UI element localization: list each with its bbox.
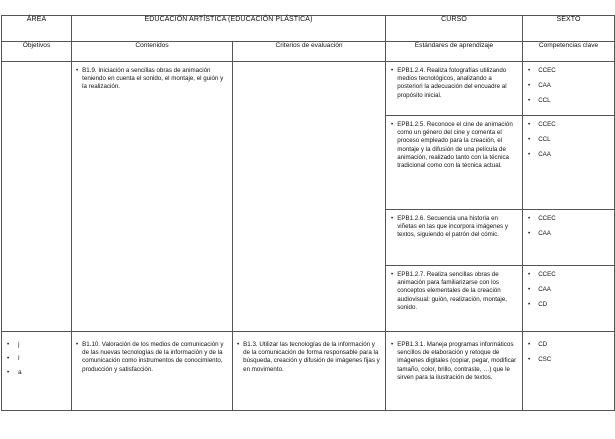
course-value: SEXTO — [523, 16, 615, 42]
list-item — [528, 67, 612, 75]
bullet-icon: • — [237, 341, 240, 348]
competence-code: CD — [538, 341, 548, 348]
bullet-icon: • — [391, 341, 394, 348]
list-item — [528, 82, 612, 90]
objectives-cell — [2, 332, 72, 411]
list-item — [528, 215, 612, 223]
bullet-icon: • — [391, 271, 394, 278]
competence-code: CD — [538, 301, 548, 309]
bullet-icon: • — [7, 355, 10, 363]
table-row — [2, 62, 615, 116]
standard-text: EPB1.2.4. Realiza fotografías utilizando medios tecnológicos, analizando a posteriori la adecuación del encuadre al propósito inicial. — [397, 67, 507, 99]
competence-code: CCL — [538, 97, 551, 105]
competence-code: CAA — [538, 151, 551, 159]
standard-cell — [386, 62, 523, 116]
bullet-icon: • — [528, 121, 531, 128]
list-item — [528, 121, 612, 129]
contents-heading: Contenidos — [72, 42, 233, 62]
list-item — [7, 369, 69, 377]
contents-cell — [72, 332, 233, 411]
competences-cell — [523, 210, 615, 266]
criteria-heading: Criterios de evaluación — [233, 42, 386, 62]
standard-text: EPB1.2.5. Reconoce el cine de animación como un género del cine y comenta el proceso empleado para la creación, el montaje y la difusión de una película de animación, realizado tanto con la técnica tradicional como con la técnica actual. — [397, 121, 513, 170]
bullet-icon: • — [7, 369, 10, 377]
objective-code: a — [18, 369, 22, 377]
content-text: B1.9. Iniciación a sencillas obras de animación teniendo en cuenta el sonido, el montaje, el guión y la realización. — [82, 67, 224, 91]
standard-text: EPB1.3.1. Maneja programas informáticos sencillos de elaboración y retoque de imágenes digitales (copiar, pegar, modificar tamaño, color, brillo, contraste, …) que le sirven para la ilustración de textos. — [397, 341, 517, 381]
objectives-heading: Objetivos — [2, 42, 72, 62]
header-row — [2, 16, 615, 42]
bullet-icon: • — [7, 341, 10, 348]
list-item — [528, 97, 612, 105]
contents-cell — [72, 62, 233, 332]
bullet-icon: • — [528, 82, 531, 90]
standards-heading: Estándares de aprendizaje — [386, 42, 523, 62]
competence-code: CCL — [538, 136, 551, 144]
bullet-icon: • — [528, 215, 531, 222]
competences-cell — [523, 266, 615, 332]
competences-heading: Competencias clave — [523, 42, 615, 62]
competences-cell — [523, 62, 615, 116]
competence-code: CCEC — [538, 271, 556, 278]
bullet-icon: • — [391, 67, 394, 74]
table-row — [2, 332, 615, 411]
criteria-cell — [233, 332, 386, 411]
list-item — [528, 301, 612, 309]
competence-code: CCEC — [538, 215, 556, 222]
bullet-icon: • — [391, 215, 394, 222]
list-item — [7, 355, 69, 363]
objective-code: l — [18, 355, 20, 363]
bullet-icon: • — [528, 97, 531, 105]
standard-text: EPB1.2.6. Secuencia una historia en viñetas en las que incorpora imágenes y textos, siguiendo el patrón del cómic. — [397, 215, 508, 239]
standard-cell — [386, 332, 523, 411]
competence-code: CAA — [538, 286, 551, 294]
list-item — [528, 286, 612, 294]
subject-title: EDUCACIÓN ARTÍSTICA (EDUCACIÓN PLÁSTICA) — [72, 16, 386, 42]
area-label: ÁREA — [2, 16, 72, 42]
list-item — [528, 356, 612, 364]
subheader-row — [2, 42, 615, 62]
bullet-icon: • — [528, 67, 531, 74]
bullet-icon: • — [76, 67, 79, 74]
standard-cell — [386, 116, 523, 210]
list-item — [528, 230, 612, 238]
bullet-icon: • — [528, 230, 531, 238]
bullet-icon: • — [528, 136, 531, 144]
competence-code: CCEC — [538, 121, 556, 128]
list-item — [528, 136, 612, 144]
bullet-icon: • — [391, 121, 394, 128]
list-item — [528, 151, 612, 159]
competence-code: CAA — [538, 82, 551, 90]
competence-code: CCEC — [538, 67, 556, 74]
standard-cell — [386, 210, 523, 266]
criterion-text: B1.3. Utilizar las tecnologías de la información y de la comunicación de forma responsable para la búsqueda, creación y difusión de imágenes fijas y en movimento. — [243, 341, 380, 373]
standard-cell — [386, 266, 523, 332]
curriculum-table — [1, 15, 615, 411]
bullet-icon: • — [528, 286, 531, 294]
standard-text: EPB1.2.7. Realiza sencillas obras de animación para familiarizarse con los conceptos elementales de la creación audiovisual: guión, realización, montaje, sonido. — [397, 271, 507, 311]
list-item — [528, 341, 612, 349]
bullet-icon: • — [528, 151, 531, 159]
bullet-icon: • — [528, 341, 531, 348]
course-label: CURSO — [386, 16, 523, 42]
list-item — [528, 271, 612, 279]
objectives-cell — [2, 62, 72, 332]
competence-code: CAA — [538, 230, 551, 238]
competences-cell — [523, 116, 615, 210]
competence-code: CSC — [538, 356, 552, 364]
bullet-icon: • — [528, 356, 531, 364]
competences-cell — [523, 332, 615, 411]
objective-code: j — [18, 341, 20, 348]
bullet-icon: • — [528, 271, 531, 278]
list-item — [7, 341, 69, 349]
bullet-icon: • — [76, 341, 79, 348]
criteria-cell — [233, 62, 386, 332]
content-text: B1.10. Valoración de los medios de comunicación y de las nuevas tecnologías de la información y de la comunicación como instrumentos de conocimiento, producción y satisfacción. — [82, 341, 224, 373]
bullet-icon: • — [528, 301, 531, 309]
